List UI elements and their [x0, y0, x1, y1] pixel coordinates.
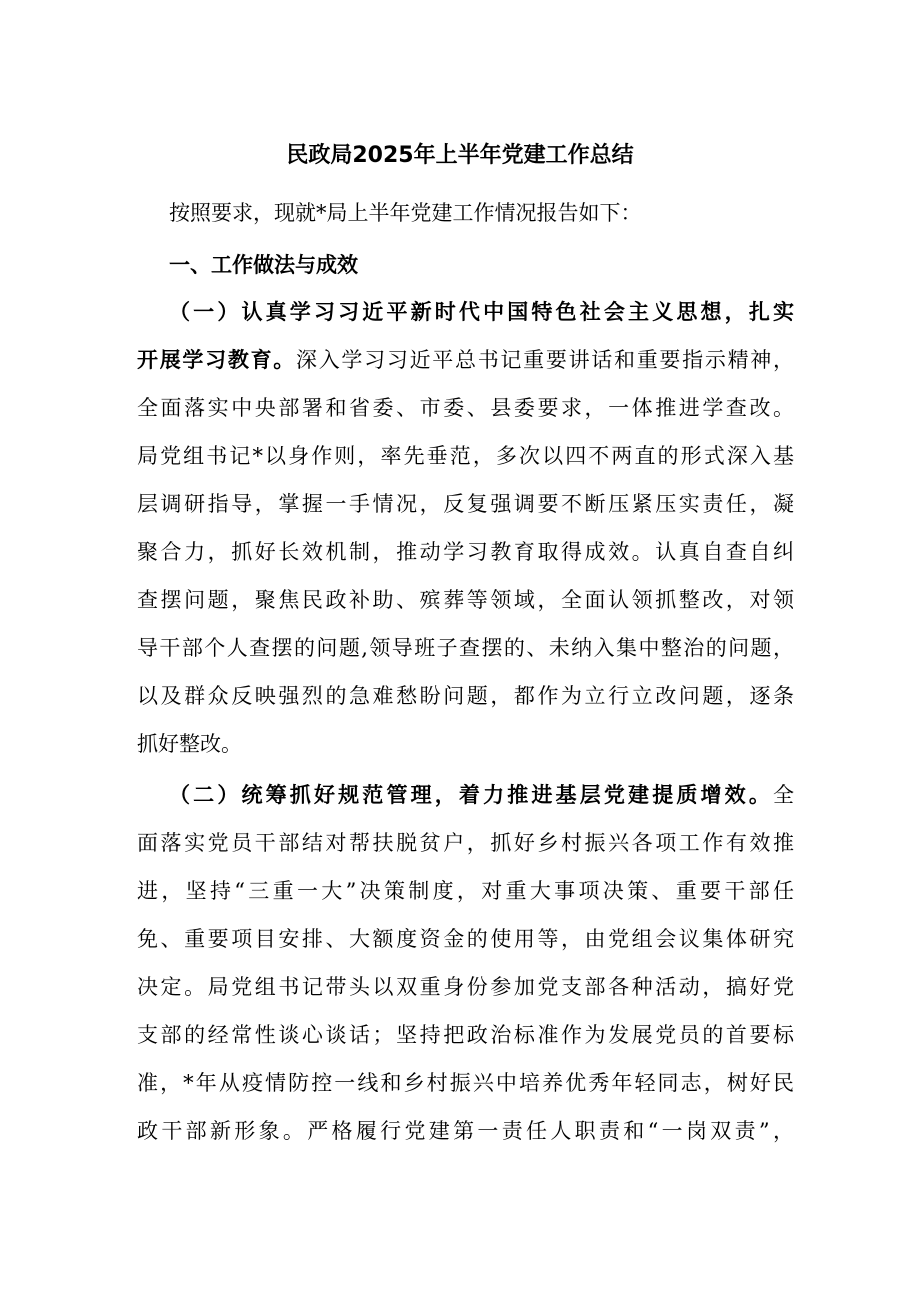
p1-line-7: 查摆问题，聚焦民政补助、殡葬等领域，全面认领抓整改，对领	[137, 588, 794, 612]
section-heading: 一、工作做法与成效	[169, 253, 358, 277]
p1-line-10: 抓好整改。	[137, 732, 242, 756]
p1-line-4: 局党组书记*以身作则，率先垂范，多次以四不两直的形式深入基	[137, 444, 794, 468]
p2-subheading: （二）统筹抓好规范管理，着力推进基层党建提质增效。	[169, 782, 773, 807]
p2-line-5: 决定。局党组书记带头以双重身份参加党支部各种活动，搞好党	[137, 975, 794, 999]
p1-line-6: 聚合力，抓好长效机制，推动学习教育取得成效。认真自查自纠	[137, 540, 794, 564]
p1-line-8: 导干部个人查摆的问题,领导班子查摆的、未纳入集中整治的问题，	[137, 636, 794, 660]
p1-line-2-text: 深入学习习近平总书记重要讲话和重要指示精神，	[296, 348, 794, 372]
p2-line-2: 面落实党员干部结对帮扶脱贫户，抓好乡村振兴各项工作有效推	[137, 831, 794, 855]
p2-line-7: 准，*年从疫情防控一线和乡村振兴中培养优秀年轻同志，树好民	[137, 1071, 794, 1095]
p1-line-2	[137, 345, 794, 375]
document-title: 民政局2025年上半年党建工作总结	[286, 143, 634, 168]
p1-line-1: （一）认真学习习近平新时代中国特色社会主义思想，扎实	[169, 299, 794, 324]
p1-line-5: 层调研指导，掌握一手情况，反复强调要不断压紧压实责任，凝	[137, 492, 794, 516]
intro-paragraph: 按照要求，现就*局上半年党建工作情况报告如下：	[169, 201, 642, 225]
p2-line-3: 进，坚持“三重一大”决策制度，对重大事项决策、重要干部任	[137, 879, 794, 903]
p2-line-8: 政干部新形象。严格履行党建第一责任人职责和“一岗双责”，	[137, 1119, 794, 1143]
p1-subheading-tail: 开展学习教育。	[137, 347, 296, 372]
p1-line-3: 全面落实中央部署和省委、市委、县委要求，一体推进学查改。	[137, 396, 794, 420]
p2-line-1-text: 全	[773, 783, 794, 807]
p2-line-1	[169, 780, 794, 810]
p2-line-6: 支部的经常性谈心谈话；坚持把政治标准作为发展党员的首要标	[137, 1023, 794, 1047]
p2-line-4: 免、重要项目安排、大额度资金的使用等，由党组会议集体研究	[137, 927, 794, 951]
p1-line-9: 以及群众反映强烈的急难愁盼问题，都作为立行立改问题，逐条	[137, 684, 794, 708]
